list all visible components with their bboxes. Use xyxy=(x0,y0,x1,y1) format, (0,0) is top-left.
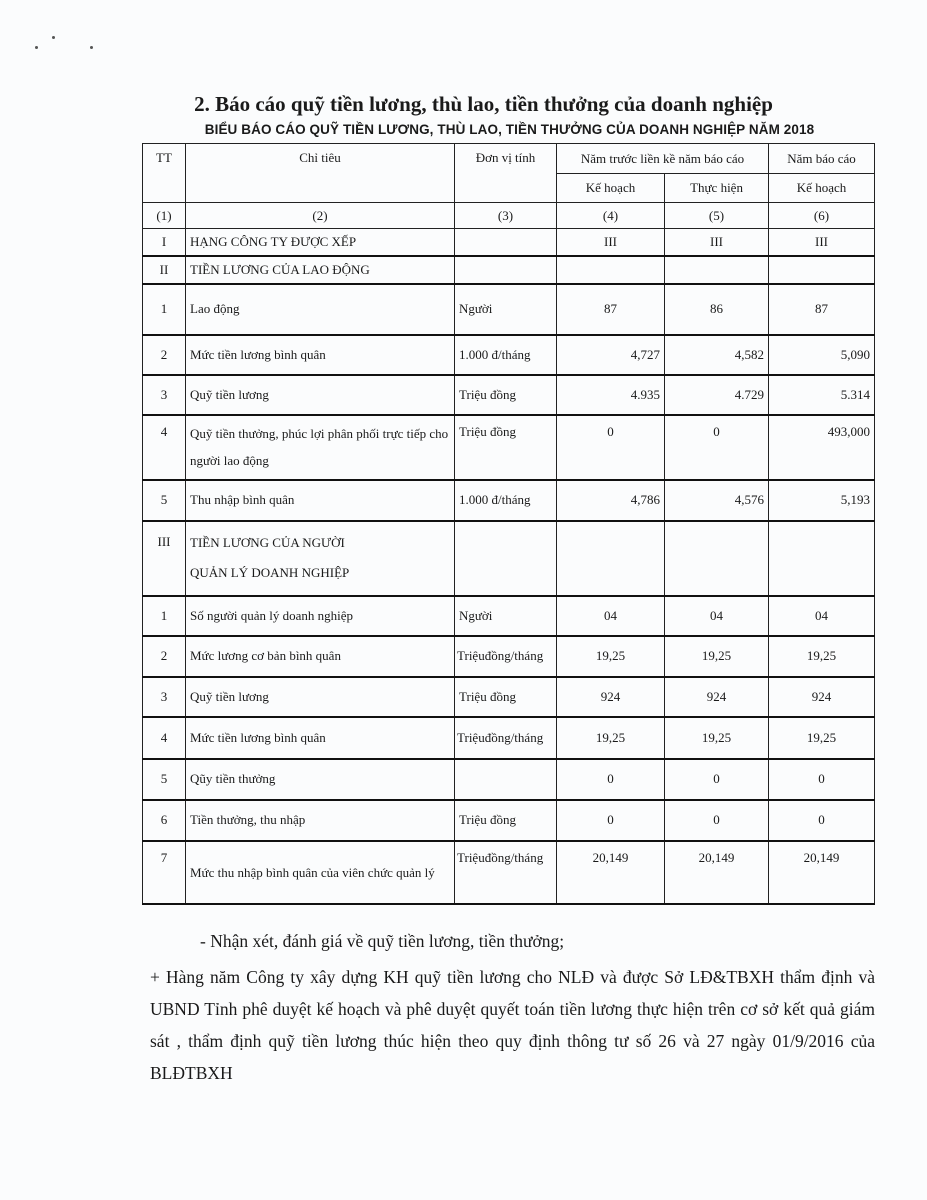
row-tt: 5 xyxy=(143,480,186,521)
row-plan-prev: III xyxy=(557,229,665,256)
row-tt: I xyxy=(143,229,186,256)
header-ke-hoach-prev: Kế hoạch xyxy=(557,174,665,203)
row-tt: 3 xyxy=(143,375,186,415)
comment-paragraph: + Hàng năm Công ty xây dựng KH quỹ tiền lương cho NLĐ và được Sở LĐ&TBXH thẩm định và UBND Tỉnh phê duyệt kế hoạch và phê duyệt quyết toán tiền lương thực hiện trên cơ sở kết quả giám sát , thẩm định quỹ tiền lương thúc hiện theo quy định thông tư số 26 và 27 ngày 01/9/2016 của BLĐTBXH xyxy=(150,967,875,1083)
row-label: HẠNG CÔNG TY ĐƯỢC XẾP xyxy=(186,229,455,256)
speck xyxy=(90,46,93,49)
row-label: TIỀN LƯƠNG CỦA NGƯỜI QUẢN LÝ DOANH NGHIỆP xyxy=(186,521,455,596)
row-label: TIỀN LƯƠNG CỦA LAO ĐỘNG xyxy=(186,256,455,284)
row-plan-report: 0 xyxy=(769,800,875,841)
table-row xyxy=(143,800,875,841)
row-tt: 7 xyxy=(143,841,186,904)
row-label: Mức lương cơ bản bình quân xyxy=(186,636,455,677)
table-row xyxy=(143,636,875,677)
scan-specks xyxy=(30,32,110,62)
row-tt: 4 xyxy=(143,415,186,480)
col-number: (6) xyxy=(769,203,875,229)
salary-report-table xyxy=(142,143,875,905)
row-tt: 6 xyxy=(143,800,186,841)
row-actual-prev: 0 xyxy=(665,800,769,841)
row-unit: Triệu đồng xyxy=(455,375,557,415)
row-label: Quỹ tiền lương xyxy=(186,677,455,717)
row-plan-prev: 4,786 xyxy=(557,480,665,521)
section-heading: 2. Báo cáo quỹ tiền lương, thù lao, tiền thưởng của doanh nghiệp xyxy=(194,92,773,116)
row-actual-prev: III xyxy=(665,229,769,256)
comment-dash-item: - Nhận xét, đánh giá về quỹ tiền lương, tiền thưởng; xyxy=(200,931,565,951)
row-plan-prev: 19,25 xyxy=(557,636,665,677)
row-plan-report: III xyxy=(769,229,875,256)
row-label: Thu nhập bình quân xyxy=(186,480,455,521)
row-label: Mức tiền lương bình quân xyxy=(186,335,455,375)
header-ke-hoach-report: Kế hoạch xyxy=(769,174,875,203)
row-plan-prev: 87 xyxy=(557,284,665,335)
row-unit xyxy=(455,229,557,256)
header-thuc-hien-prev: Thực hiện xyxy=(665,174,769,203)
row-label: Lao động xyxy=(186,284,455,335)
speck xyxy=(52,36,55,39)
row-tt: 1 xyxy=(143,596,186,636)
row-unit: Triệu đồng xyxy=(455,415,557,480)
table-row xyxy=(143,677,875,717)
table-row xyxy=(143,256,875,284)
row-unit: Triệuđồng/tháng xyxy=(455,717,557,759)
row-plan-report: 04 xyxy=(769,596,875,636)
row-tt: 5 xyxy=(143,759,186,800)
row-unit: Triệu đồng xyxy=(455,677,557,717)
row-actual-prev: 19,25 xyxy=(665,717,769,759)
row-plan-prev: 20,149 xyxy=(557,841,665,904)
row-plan-report: 19,25 xyxy=(769,636,875,677)
row-plan-report: 0 xyxy=(769,759,875,800)
row-tt: 1 xyxy=(143,284,186,335)
column-number-row xyxy=(143,203,875,229)
header-chi-tieu: Chỉ tiêu xyxy=(186,144,455,203)
header-report-year: Năm báo cáo xyxy=(769,144,875,174)
row-unit xyxy=(455,759,557,800)
table-row xyxy=(143,759,875,800)
row-plan-prev: 0 xyxy=(557,800,665,841)
table-title: BIỂU BÁO CÁO QUỸ TIỀN LƯƠNG, THÙ LAO, TIỀN THƯỞNG CỦA DOANH NGHIỆP NĂM 2018 xyxy=(204,122,815,137)
row-plan-report: 19,25 xyxy=(769,717,875,759)
row-unit xyxy=(455,256,557,284)
header-don-vi: Đơn vị tính xyxy=(455,144,557,203)
row-actual-prev xyxy=(665,256,769,284)
row-plan-prev: 4,727 xyxy=(557,335,665,375)
row-unit: Triệuđồng/tháng xyxy=(455,636,557,677)
table-row xyxy=(143,415,875,480)
row-plan-report xyxy=(769,256,875,284)
row-tt: 4 xyxy=(143,717,186,759)
row-plan-report: 493,000 xyxy=(769,415,875,480)
col-number: (3) xyxy=(455,203,557,229)
row-unit: 1.000 đ/tháng xyxy=(455,335,557,375)
row-actual-prev xyxy=(665,521,769,596)
row-unit: 1.000 đ/tháng xyxy=(455,480,557,521)
col-number: (4) xyxy=(557,203,665,229)
row-label: Qũy tiền thưởng xyxy=(186,759,455,800)
comments-section xyxy=(150,925,875,1089)
row-plan-prev: 0 xyxy=(557,415,665,480)
row-plan-report: 5.314 xyxy=(769,375,875,415)
row-actual-prev: 86 xyxy=(665,284,769,335)
row-plan-prev: 0 xyxy=(557,759,665,800)
row-unit: Triệu đồng xyxy=(455,800,557,841)
table-row xyxy=(143,229,875,256)
col-number: (1) xyxy=(143,203,186,229)
row-actual-prev: 04 xyxy=(665,596,769,636)
row-plan-report: 87 xyxy=(769,284,875,335)
row-unit: Người xyxy=(455,596,557,636)
col-number: (2) xyxy=(186,203,455,229)
row-plan-prev xyxy=(557,521,665,596)
row-tt: 2 xyxy=(143,335,186,375)
row-label: Quỹ tiền lương xyxy=(186,375,455,415)
row-tt: II xyxy=(143,256,186,284)
row-actual-prev: 924 xyxy=(665,677,769,717)
table-row xyxy=(143,596,875,636)
speck xyxy=(35,46,38,49)
table-row xyxy=(143,717,875,759)
row-unit xyxy=(455,521,557,596)
row-label: Tiền thưởng, thu nhập xyxy=(186,800,455,841)
row-plan-prev: 04 xyxy=(557,596,665,636)
row-plan-prev xyxy=(557,256,665,284)
row-actual-prev: 20,149 xyxy=(665,841,769,904)
row-plan-report xyxy=(769,521,875,596)
row-plan-prev: 4.935 xyxy=(557,375,665,415)
header-prev-year: Năm trước liền kề năm báo cáo xyxy=(557,144,769,174)
row-tt: 2 xyxy=(143,636,186,677)
row-label: Số người quản lý doanh nghiệp xyxy=(186,596,455,636)
table-row xyxy=(143,521,875,596)
row-unit: Triệuđồng/tháng xyxy=(455,841,557,904)
table-row xyxy=(143,284,875,335)
row-label: Mức tiền lương bình quân xyxy=(186,717,455,759)
row-actual-prev: 0 xyxy=(665,759,769,800)
row-actual-prev: 0 xyxy=(665,415,769,480)
row-actual-prev: 4,582 xyxy=(665,335,769,375)
col-number: (5) xyxy=(665,203,769,229)
row-plan-report: 5,090 xyxy=(769,335,875,375)
row-plan-report: 924 xyxy=(769,677,875,717)
row-plan-report: 20,149 xyxy=(769,841,875,904)
row-actual-prev: 4.729 xyxy=(665,375,769,415)
row-plan-prev: 924 xyxy=(557,677,665,717)
table-row xyxy=(143,480,875,521)
row-actual-prev: 4,576 xyxy=(665,480,769,521)
row-label: Quỹ tiền thưởng, phúc lợi phân phối trực tiếp cho người lao động xyxy=(186,415,455,480)
row-plan-report: 5,193 xyxy=(769,480,875,521)
row-plan-prev: 19,25 xyxy=(557,717,665,759)
table-row xyxy=(143,335,875,375)
row-actual-prev: 19,25 xyxy=(665,636,769,677)
table-row xyxy=(143,841,875,904)
row-tt: 3 xyxy=(143,677,186,717)
table-row xyxy=(143,375,875,415)
row-unit: Người xyxy=(455,284,557,335)
row-label: Mức thu nhập bình quân của viên chức quản lý xyxy=(186,841,455,904)
row-tt: III xyxy=(143,521,186,596)
header-tt: TT xyxy=(143,144,186,203)
